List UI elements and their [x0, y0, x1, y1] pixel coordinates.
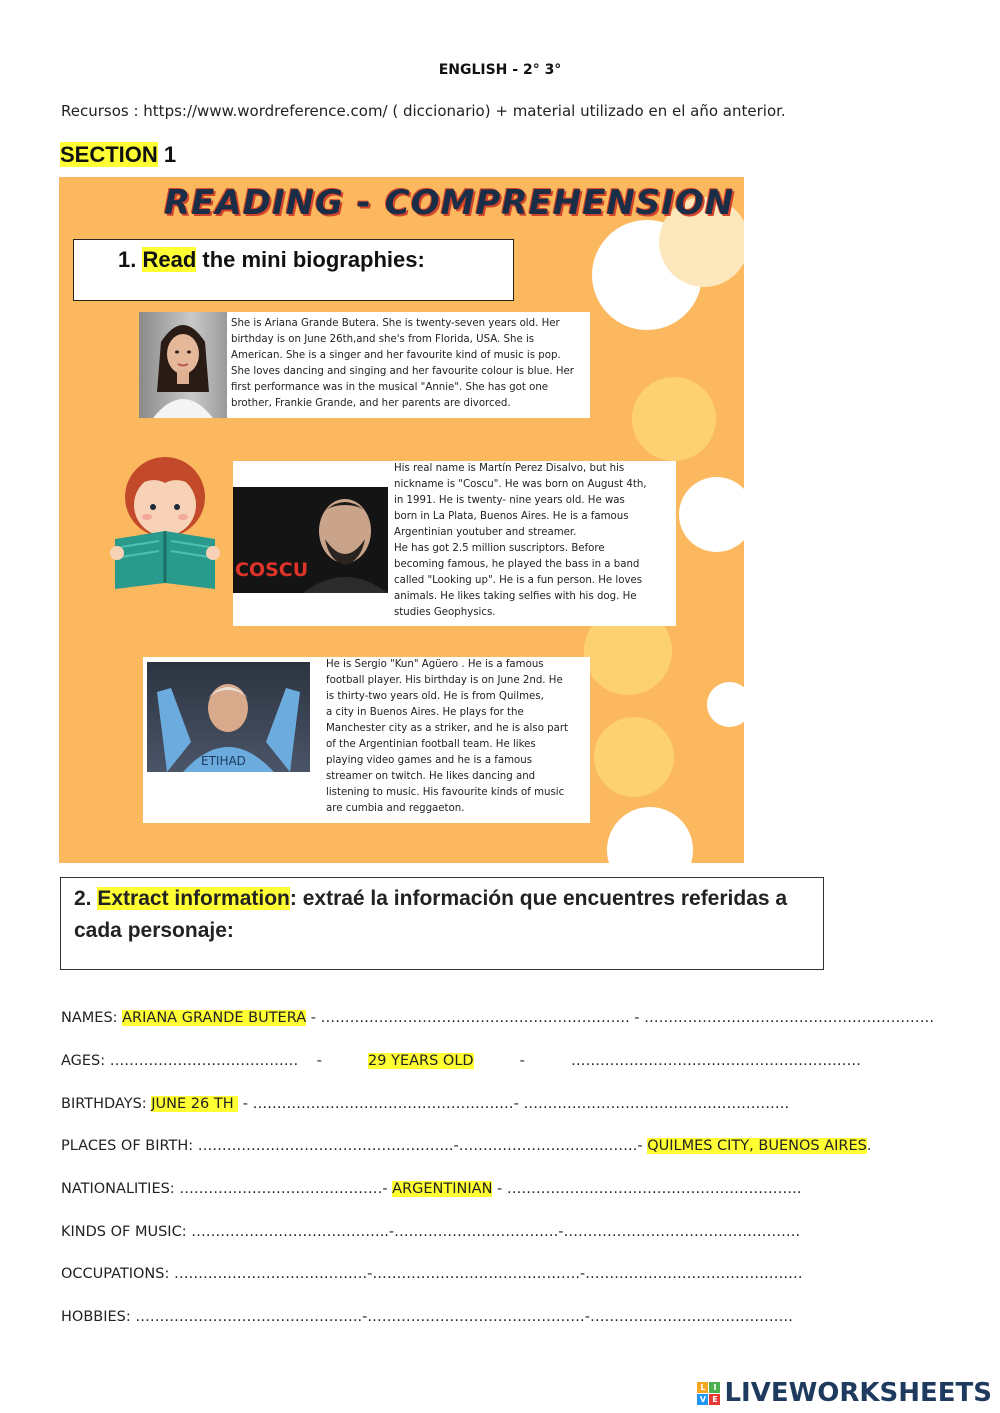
aguero-photo	[147, 662, 310, 772]
mark-cell: L	[697, 1382, 708, 1393]
bio-line: becoming famous, he played the bass in a band	[394, 559, 640, 570]
bio-line: nickname is "Coscu". He was born on August 4th,	[394, 479, 647, 490]
liveworksheets-wordmark: LIVEWORKSHEETS	[724, 1378, 992, 1408]
bio-line: She loves dancing and singing and her favourite colour is blue. Her	[231, 366, 574, 377]
bio-line: in 1991. He is twenty- nine years old. He was	[394, 495, 625, 506]
decor-circle	[632, 377, 716, 461]
ages-label: AGES:	[61, 1053, 110, 1069]
resources-line: Recursos : https://www.wordreference.com/ ( diccionario) + material utilizado en el año anterior.	[61, 102, 786, 120]
birthdays-label: BIRTHDAYS:	[61, 1096, 152, 1112]
liveworksheets-logo[interactable]	[697, 1378, 992, 1408]
ages-row	[61, 1053, 861, 1069]
liveworksheets-mark-icon	[697, 1382, 720, 1405]
birthdays-row	[61, 1096, 789, 1112]
names-row	[61, 1010, 934, 1026]
document-title: ENGLISH - 2° 3°	[438, 62, 562, 78]
ages-blank-3[interactable]: - ……………………………………………………	[473, 1053, 861, 1069]
places-row	[61, 1138, 871, 1154]
bio-line: studies Geophysics.	[394, 607, 496, 618]
occupations-blanks[interactable]: ………………………………….-…………………………………….-………………………………………	[173, 1266, 803, 1282]
names-answer-1[interactable]: ARIANA GRANDE BUTERA	[122, 1010, 307, 1026]
section-heading	[60, 142, 176, 168]
music-blanks[interactable]: …………………………………..-…………………………….-………………………………………….	[191, 1224, 801, 1240]
bio-line: He is Sergio "Kun" Agüero . He is a famous	[326, 659, 544, 670]
places-answer[interactable]: QUILMES CITY, BUENOS AIRES	[647, 1138, 867, 1154]
names-blanks[interactable]: - ………………………………………………………. - ……………………………………………………	[306, 1010, 935, 1026]
bio-card-aguero	[143, 657, 590, 823]
hobbies-label: HOBBIES:	[61, 1309, 136, 1325]
bio-line: American. She is a singer and her favourite kind of music is pop.	[231, 350, 561, 361]
ages-blank-1[interactable]: ………………………………… -	[109, 1053, 369, 1069]
places-label: PLACES OF BIRTH:	[61, 1138, 198, 1154]
bio-text-ariana	[231, 316, 589, 412]
section-number: 1	[157, 142, 177, 167]
coscu-photo	[233, 487, 388, 593]
nationalities-blank-1[interactable]: ……………………………………-	[179, 1181, 393, 1197]
bio-line: playing video games and he is a famous	[326, 755, 533, 766]
bio-text-aguero	[326, 657, 590, 817]
bio-card-ariana	[139, 312, 590, 418]
mark-cell: V	[697, 1394, 708, 1405]
bio-line: streamer on twitch. He likes dancing and	[326, 771, 536, 782]
task1-box	[73, 239, 514, 301]
mark-cell: E	[709, 1394, 720, 1405]
places-blanks[interactable]: ……………………………………………..-……………………………….-	[197, 1138, 648, 1154]
music-row	[61, 1224, 800, 1240]
bio-line: Manchester city as a striker, and he is also part	[326, 723, 569, 734]
places-period: .	[866, 1138, 872, 1154]
aguero-photo-label: ETIHAD	[201, 754, 246, 768]
bio-line: She is Ariana Grande Butera. She is twenty-seven years old. Her	[231, 318, 560, 329]
bio-line: of the Argentinian football team. He likes	[326, 739, 536, 750]
mark-cell: I	[709, 1382, 720, 1393]
hobbies-blanks[interactable]: ………………………………………..-………………………………………-……………………………………	[135, 1309, 794, 1325]
decor-circle	[679, 477, 744, 552]
bio-line: His real name is Martín Perez Disalvo, but his	[394, 463, 625, 474]
bio-line: Argentinian youtuber and streamer.	[394, 527, 577, 538]
bio-text-coscu	[394, 461, 676, 621]
bio-line: He has got 2.5 million suscriptors. Before	[394, 543, 605, 554]
hobbies-row	[61, 1309, 793, 1325]
bio-line: first performance was in the musical "Annie". She has got one	[231, 382, 549, 393]
bio-card-coscu	[233, 461, 676, 626]
bio-line: a city in Buenos Aires. He plays for the	[326, 707, 524, 718]
task2-box	[60, 877, 824, 970]
nationalities-label: NATIONALITIES:	[61, 1181, 180, 1197]
decor-circle	[594, 717, 674, 797]
task1-rest: the mini biographies:	[196, 247, 425, 272]
bio-line: listening to music. His favourite kinds of music	[326, 787, 565, 798]
nationalities-answer[interactable]: ARGENTINIAN	[392, 1181, 493, 1197]
occupations-label: OCCUPATIONS:	[61, 1266, 174, 1282]
decor-circle	[707, 682, 744, 727]
ages-answer[interactable]: 29 YEARS OLD	[368, 1053, 474, 1069]
bio-line: called "Looking up". He is a fun person. He loves	[394, 575, 643, 586]
occupations-row	[61, 1266, 803, 1282]
reading-poster	[59, 177, 744, 863]
task2-number: 2.	[74, 887, 98, 910]
coscu-photo-label: COSCU	[235, 559, 309, 581]
bio-line: birthday is on June 26th,and she's from Florida, USA. She is	[231, 334, 535, 345]
bio-line: is thirty-two years old. He is from Quilmes,	[326, 691, 544, 702]
bio-line: football player. His birthday is on June 2nd. He	[326, 675, 563, 686]
birthdays-answer[interactable]: JUNE 26 TH	[151, 1096, 239, 1112]
ariana-photo	[139, 312, 227, 418]
bio-line: brother, Frankie Grande, and her parents are divorced.	[231, 398, 511, 409]
task1-highlight: Read	[142, 247, 197, 272]
bio-line: animals. He likes taking selfies with his dog. He	[394, 591, 637, 602]
task2-highlight: Extract information	[97, 887, 290, 910]
ariana-portrait-icon	[139, 312, 227, 418]
task1-heading	[118, 247, 425, 273]
section-label: SECTION	[60, 142, 158, 167]
decor-circle	[607, 807, 693, 863]
music-label: KINDS OF MUSIC:	[61, 1224, 192, 1240]
poster-title: READING - COMPREHENSION	[164, 183, 735, 223]
bio-line: are cumbia and reggaeton.	[326, 803, 465, 814]
nationalities-row	[61, 1181, 801, 1197]
reading-girl-illustration	[109, 449, 221, 599]
bio-line: born in La Plata, Buenos Aires. He is a famous	[394, 511, 629, 522]
nationalities-blank-3[interactable]: - …………………………………………………….	[492, 1181, 802, 1197]
birthdays-blanks[interactable]: - ………………………………………………- ……………………………………………….	[238, 1096, 790, 1112]
names-label: NAMES:	[61, 1010, 123, 1026]
task2-rest: : extraé la información que encuentres referidas a cada personaje:	[74, 887, 788, 942]
task2-heading	[74, 883, 804, 947]
task1-number: 1.	[118, 247, 143, 272]
